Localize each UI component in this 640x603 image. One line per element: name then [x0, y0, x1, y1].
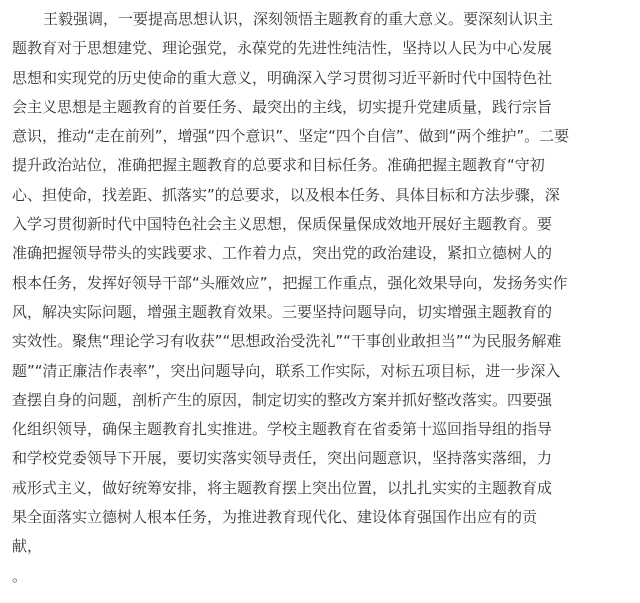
paragraph-line-15: 化组织领导，确保主题教育扎实推进。学校主题教育在省委第十巡回指导组的指导	[12, 420, 553, 439]
paragraph-line-7: 心、担使命，找差距、抓落实”的总要求，以及根本任务、具体目标和方法步骤，深	[12, 185, 560, 204]
paragraph-line-11: 风，解决实际问题，增强主题教育效果。三要坚持问题导向，切实增强主题教育的	[12, 302, 553, 321]
paragraph-line-3: 思想和实现党的历史使命的重大意义，明确深入学习贯彻习近平新时代中国特色社	[12, 68, 553, 87]
paragraph-line-17: 戒形式主义，做好统筹安排，将主题教育摆上突出位置，以扎扎实实的主题教育成	[12, 478, 553, 497]
paragraph-line-4: 会主义思想是主题教育的首要任务、最突出的主线，切实提升党建质量，践行宗旨	[12, 97, 553, 116]
paragraph-line-10: 根本任务，发挥好领导干部“头雁效应”，把握工作重点，强化效果导向，发扬务实作	[12, 273, 568, 292]
paragraph-line-12: 实效性。聚焦“理论学习有收获”“思想政治受洗礼”“干事创业敢担当”“为民服务解难	[12, 332, 562, 351]
paragraph-line-14: 查摆自身的问题，剖析产生的原因，制定切实的整改方案并抓好整改落实。四要强	[12, 390, 553, 409]
paragraph-line-1: 王毅强调，一要提高思想认识，深刻领悟主题教育的重大意义。要深刻认识主	[43, 10, 554, 28]
paragraph-line-20: 。	[12, 566, 28, 585]
paragraph-line-5: 意识，推动“走在前列”，增强“四个意识”、坚定“四个自信”、做到“两个维护”。二要	[12, 127, 570, 146]
paragraph-line-6: 提升政治站位，准确把握主题教育的总要求和目标任务。准确把握主题教育“守初	[12, 156, 545, 175]
paragraph-line-8: 入学习贯彻新时代中国特色社会主义思想，保质保量保成效地开展好主题教育。要	[12, 215, 553, 234]
paragraph-line-18: 果全面落实立德树人根本任务，为推进教育现代化、建设体育强国作出应有的贡	[12, 508, 538, 527]
paragraph-line-2: 题教育对于思想建党、理论强党，永葆党的先进性纯洁性，坚持以人民为中心发展	[12, 39, 553, 58]
paragraph-line-19: 献，	[12, 537, 43, 556]
paragraph-line-16: 和学校党委领导下开展，要切实落实领导责任，突出问题意识，坚持落实落细，力	[12, 449, 553, 468]
paragraph-line-13: 题”“清正廉洁作表率”，突出问题导向，联系工作实际，对标五项目标，进一步深入	[12, 361, 561, 380]
paragraph-line-9: 准确把握领导带头的实践要求、工作着力点，突出党的政治建设，紧扣立德树人的	[12, 244, 553, 263]
